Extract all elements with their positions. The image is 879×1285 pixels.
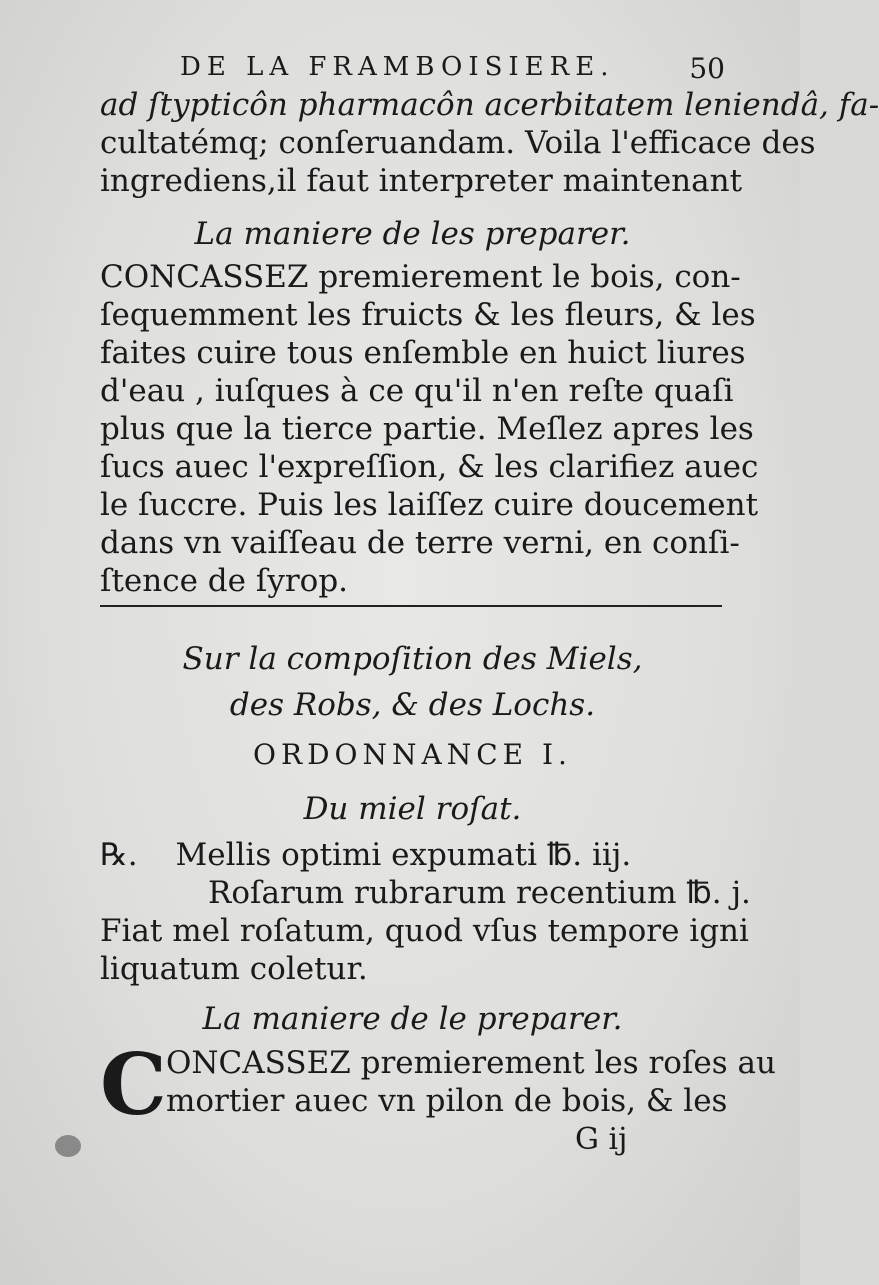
- top-lines: [100, 86, 879, 200]
- running-header: [180, 52, 725, 85]
- text-line: cultatémq; conſeruandam. Voila l'efficace des: [100, 125, 816, 161]
- text-line: faites cuire tous enſemble en huict liures: [100, 335, 746, 371]
- recipe-symbol: ℞.: [100, 837, 138, 873]
- paragraph-2: [166, 1044, 776, 1120]
- heading-preparation: La maniere de les preparer.: [194, 216, 631, 252]
- heading-preparation-2: La maniere de le preparer.: [202, 1001, 623, 1037]
- text-line: d'eau , iuſques à ce qu'il n'en reſte quaſi: [100, 373, 734, 409]
- text-line: ſequemment les fruicts & les fleurs, & les: [100, 297, 756, 333]
- recipe-line-4: liquatum coletur.: [100, 951, 368, 987]
- text-line: ad ſtypticôn pharmacôn acerbitatem leniendâ, fa-: [100, 87, 879, 123]
- section-title: [100, 636, 725, 728]
- text-line: ſtence de ſyrop.: [100, 563, 349, 599]
- recipe-line-3: Fiat mel roſatum, quod vſus tempore igni: [100, 913, 749, 949]
- text-line: plus que la tierce partie. Meſlez apres les: [100, 411, 754, 447]
- text-line: ONCASSEZ premierement les roſes au: [166, 1045, 776, 1081]
- signature-mark: G ij: [575, 1122, 628, 1157]
- text-line: CONCASSEZ premierement le bois, con-: [100, 259, 741, 295]
- section-title-line: des Robs, & des Lochs.: [229, 687, 596, 723]
- heading-recipe: Du miel roſat.: [303, 791, 522, 827]
- text-line: ſucs auec l'expreſſion, & les clarifiez auec: [100, 449, 759, 485]
- recipe-line-1: ℞. Mellis optimi expumati ℔. iij.: [100, 837, 632, 873]
- ink-smudge: [55, 1135, 81, 1157]
- section-title-line: Sur la compoſition des Miels,: [182, 641, 643, 677]
- section-divider: [100, 605, 722, 607]
- text-line: le ſuccre. Puis les laiſſez cuire doucement: [100, 487, 759, 523]
- page-number: 50: [689, 52, 725, 85]
- text-line: mortier auec vn pilon de bois, & les: [166, 1083, 728, 1119]
- text-line: ingrediens,il faut interpreter maintenant: [100, 163, 743, 199]
- paragraph-1: [100, 258, 759, 600]
- recipe: [100, 836, 751, 988]
- running-title: DE LA FRAMBOISIERE.: [180, 52, 615, 82]
- drop-cap: C: [100, 1035, 167, 1134]
- ordonnance-heading: ORDONNANCE I.: [253, 738, 572, 771]
- recipe-line-2: Roſarum rubrarum recentium ℔. j.: [208, 875, 751, 911]
- text-line: dans vn vaiſſeau de terre verni, en conſi-: [100, 525, 740, 561]
